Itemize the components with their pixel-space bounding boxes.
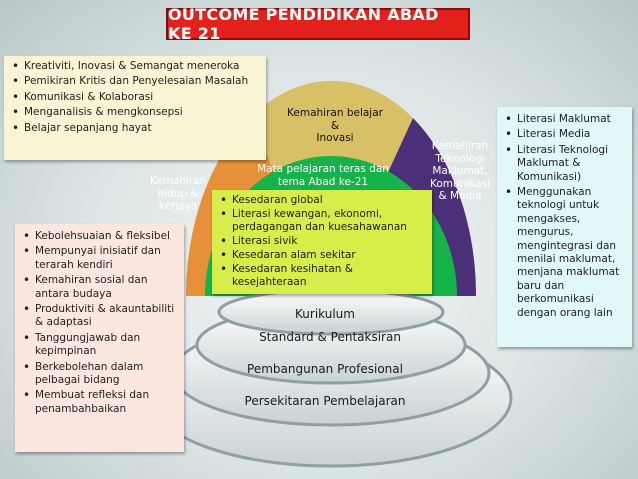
box-hidup-kerjaya	[15, 224, 184, 452]
list-item: • Tanggungjawab dan kepimpinan	[21, 332, 178, 359]
label-belajar-inovasi	[280, 107, 390, 145]
label-line: Kemahiran	[431, 140, 489, 152]
list-item: • Kesedaran alam sekitar	[218, 249, 426, 262]
label-line: Kemahiran belajar	[287, 107, 383, 119]
list-item: • Menganalisis & mengkonsepsi	[10, 106, 260, 119]
bullet-list	[10, 60, 260, 135]
label-line: Komunikasi	[430, 177, 490, 190]
bullet-list	[21, 230, 178, 416]
list-item: • Literasi Media	[503, 128, 626, 141]
label-line: hidup &	[157, 187, 199, 200]
list-item: • Berkebolehan dalam pelbagai bidang	[21, 361, 178, 388]
list-item: • Produktiviti & akauntabiliti & adaptasi	[21, 303, 178, 330]
label-line: tema Abad ke-21	[277, 175, 369, 188]
label-line: & Media	[438, 190, 482, 202]
label-line: kerjaya	[158, 200, 198, 212]
ring-label-persekitaran: Persekitaran Pembelajaran	[244, 394, 406, 408]
page-title: OUTCOME PENDIDIKAN ABAD KE 21	[166, 8, 470, 40]
list-item: • Kesedaran global	[218, 194, 426, 207]
list-item: • Komunikasi & Kolaborasi	[10, 91, 260, 104]
label-line: Mata pelajaran teras dan	[257, 163, 389, 175]
ring-label-kurikulum: Kurikulum	[295, 307, 355, 321]
list-item: • Mempunyai inisiatif dan terarah kendiri	[21, 245, 178, 272]
list-item: • Literasi kewangan, ekonomi, perdagangan dan kuesahawanan	[218, 208, 426, 235]
list-item: • Kesedaran kesihatan & kesejahteraan	[218, 263, 426, 290]
label-line: Inovasi	[316, 132, 354, 144]
label-line: &	[330, 119, 340, 132]
list-item: • Menggunakan teknologi untuk mengakses, mengurus, mengintegrasi dan menilai maklumat, menjana maklumat baru dan berkomunikasi dengan orang lain	[503, 186, 626, 320]
ring-label-standard: Standard & Pentaksiran	[259, 330, 401, 344]
ring-label-pembangunan: Pembangunan Profesional	[247, 362, 403, 376]
list-item: • Pemikiran Kritis dan Penyelesaian Masalah	[10, 75, 260, 88]
label-line: Maklumat,	[432, 165, 488, 177]
list-item: • Literasi Teknologi Maklumat & Komunikasi)	[503, 144, 626, 184]
label-hidup-kerjaya	[150, 175, 206, 213]
list-item: • Membuat refleksi dan penambahbaikan	[21, 389, 178, 416]
label-teknologi	[422, 140, 498, 203]
list-item: • Kreativiti, Inovasi & Semangat meneroka	[10, 60, 260, 73]
list-item: • Kemahiran sosial dan antara budaya	[21, 274, 178, 301]
label-line: Kemahiran	[150, 175, 207, 187]
list-item: • Literasi sivik	[218, 235, 426, 248]
list-item: • Literasi Maklumat	[503, 113, 626, 126]
box-mata-pelajaran	[212, 190, 432, 294]
box-teknologi	[497, 107, 632, 347]
list-item: • Kebolehsuaian & fleksibel	[21, 230, 178, 243]
bullet-list	[218, 194, 426, 290]
bullet-list	[503, 113, 626, 320]
label-mata-pelajaran	[248, 163, 398, 188]
box-belajar-inovasi	[4, 56, 266, 160]
label-line: Teknologi	[435, 152, 485, 165]
list-item: • Belajar sepanjang hayat	[10, 122, 260, 135]
